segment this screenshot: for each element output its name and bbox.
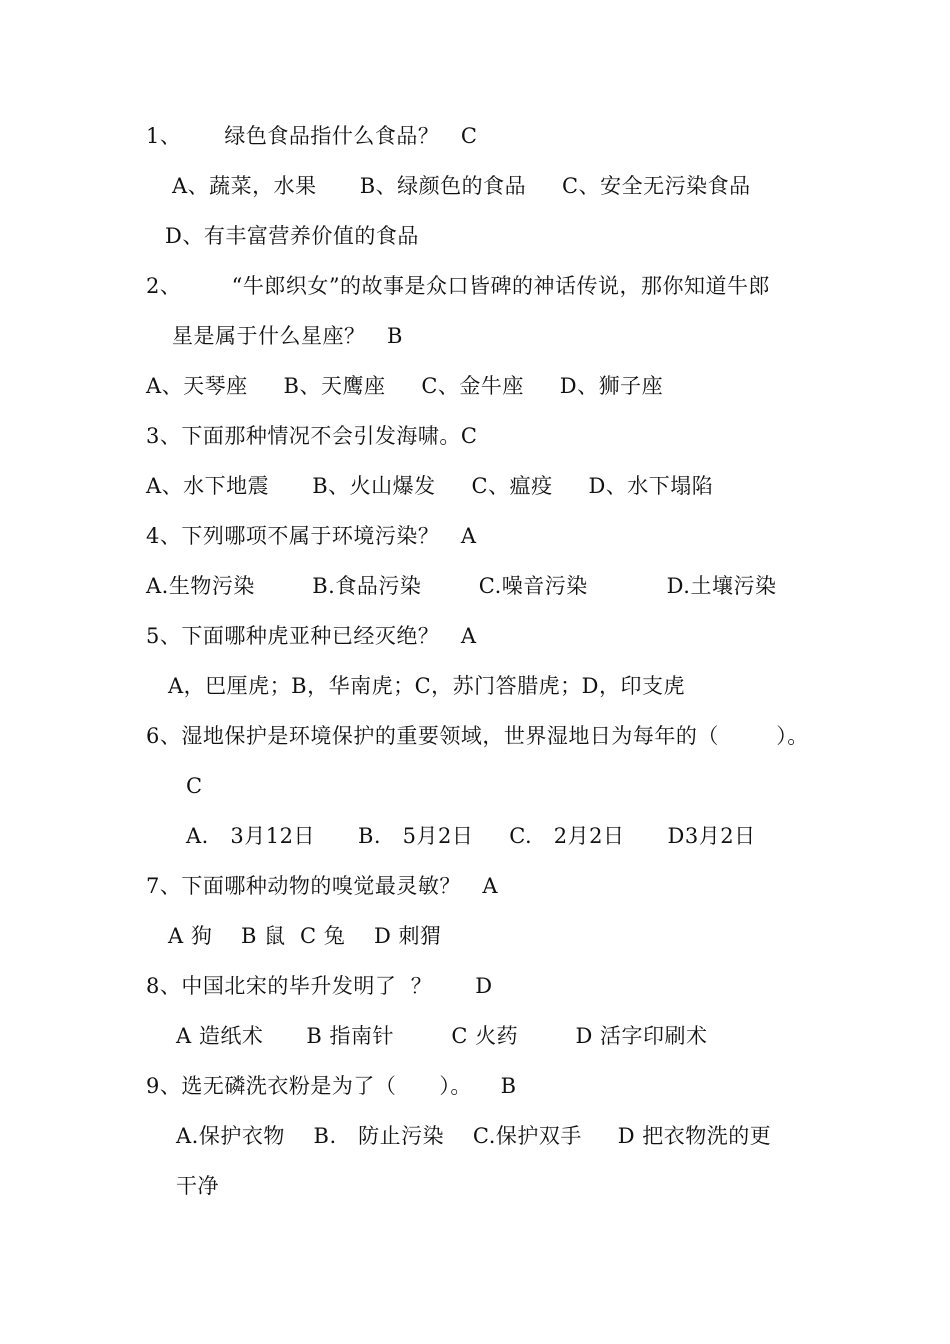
question-6-answer: C [186, 774, 203, 798]
question-8-options: A 造纸术 B 指南针 C 火药 D 活字印刷术 [176, 1024, 708, 1048]
question-5-options: A，巴厘虎；B，华南虎；C，苏门答腊虎；D，印支虎 [168, 674, 686, 698]
question-2-cont: 星是属于什么星座？ B [172, 324, 403, 348]
question-9: 9、选无磷洗衣粉是为了（ ）。 B [146, 1074, 517, 1098]
question-3: 3、下面那种情况不会引发海啸。C [146, 424, 478, 448]
question-4: 4、下列哪项不属于环境污染？ A [146, 524, 477, 548]
question-6: 6、湿地保护是环境保护的重要领域，世界湿地日为每年的（ ）。 [146, 724, 809, 748]
question-5: 5、下面哪种虎亚种已经灭绝？ A [146, 624, 477, 648]
question-2: 2、 “牛郎织女”的故事是众口皆碑的神话传说，那你知道牛郎 [146, 274, 771, 298]
question-1: 1、 绿色食品指什么食品？ C [146, 124, 478, 148]
question-4-options: A.生物污染 B.食品污染 C.噪音污染 D.土壤污染 [146, 574, 777, 598]
question-7-options: A 狗 B 鼠 C 兔 D 刺猬 [168, 924, 442, 948]
question-3-options: A、水下地震 B、火山爆发 C、瘟疫 D、水下塌陷 [146, 474, 714, 498]
question-8: 8、中国北宋的毕升发明了 ？ D [146, 974, 493, 998]
question-9-options-cont: 干净 [176, 1174, 219, 1198]
question-2-options: A、天琴座 B、天鹰座 C、金牛座 D、狮子座 [146, 374, 664, 398]
question-6-options: A. 3月12日 B. 5月2日 C. 2月2日 D3月2日 [186, 824, 756, 848]
question-1-options: A、蔬菜，水果 B、绿颜色的食品 C、安全无污染食品 [172, 174, 751, 198]
question-9-options: A.保护衣物 B. 防止污染 C.保护双手 D 把衣物洗的更 [176, 1124, 772, 1148]
question-7: 7、下面哪种动物的嗅觉最灵敏？ A [146, 874, 499, 898]
question-1-options-cont: D、有丰富营养价值的食品 [165, 224, 419, 248]
